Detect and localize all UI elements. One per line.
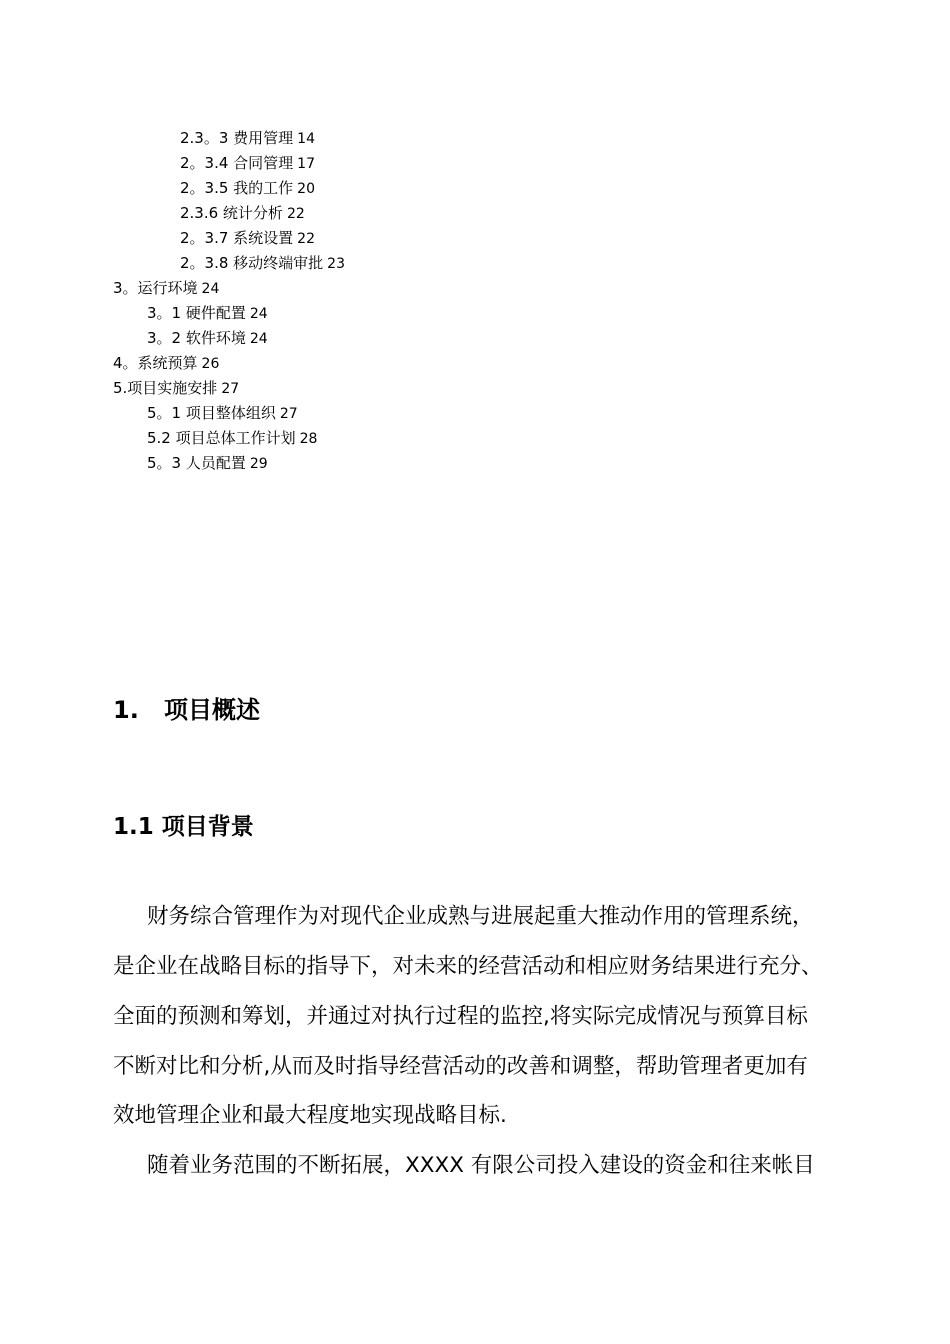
toc-entry-page: 22	[297, 231, 315, 247]
toc-entry-label: 5.2 项目总体工作计划	[147, 429, 296, 447]
toc-entry[interactable]	[180, 153, 315, 174]
toc-entry-label: 3。2 软件环境	[147, 329, 246, 347]
toc-entry-label: 5。3 人员配置	[147, 454, 246, 472]
paragraph-line: 是企业在战略目标的指导下，对未来的经营活动和相应财务结果进行充分、	[113, 954, 823, 979]
toc-entry-label: 3。1 硬件配置	[147, 304, 246, 322]
toc-entry[interactable]	[113, 353, 219, 374]
toc-entry-page: 24	[249, 306, 268, 322]
toc-entry[interactable]	[147, 403, 298, 424]
section-title: 项目概述	[164, 696, 260, 724]
toc-entry-page: 22	[286, 206, 305, 222]
section-number: 1.	[113, 696, 139, 724]
toc-entry-page: 28	[299, 431, 318, 447]
toc-entry[interactable]	[113, 378, 239, 399]
subsection-heading-1-1: 1.1 项目背景	[113, 814, 254, 840]
toc-entry[interactable]	[180, 128, 315, 149]
paragraph-line: 随着业务范围的不断拓展，XXXX 有限公司投入建设的资金和往来帐目	[147, 1153, 815, 1178]
toc-entry-page: 27	[279, 406, 298, 422]
toc-entry-label: 5。1 项目整体组织	[147, 404, 276, 422]
toc-entry[interactable]	[147, 303, 268, 324]
toc-entry-page: 24	[249, 331, 268, 347]
paragraph-line: 全面的预测和筹划，并通过对执行过程的监控,将实际完成情况与预算目标	[113, 1004, 808, 1029]
section-heading-1	[113, 690, 260, 725]
toc-entry[interactable]	[147, 328, 268, 349]
toc-entry-label: 2.3。3 费用管理	[180, 129, 294, 147]
toc-entry-page: 27	[221, 381, 240, 397]
toc-entry-label: 4。系统预算	[113, 354, 198, 372]
toc-entry-label: 2。3.8 移动终端审批	[180, 254, 324, 272]
toc-entry[interactable]	[147, 428, 317, 449]
toc-entry-label: 3。运行环境	[113, 279, 198, 297]
toc-entry-page: 29	[249, 456, 268, 472]
toc-entry[interactable]	[113, 278, 219, 299]
paragraph-line: 财务综合管理作为对现代企业成熟与进展起重大推动作用的管理系统，	[147, 904, 814, 929]
toc-entry-page: 26	[201, 356, 220, 372]
toc-entry-label: 2。3.7 系统设置	[180, 229, 294, 247]
toc-entry[interactable]	[180, 253, 345, 274]
toc-entry-label: 2.3.6 统计分析	[180, 204, 283, 222]
toc-entry-page: 14	[297, 131, 315, 147]
toc-entry-page: 20	[297, 181, 315, 197]
paragraph-line: 效地管理企业和最大程度地实现战略目标.	[113, 1103, 507, 1128]
toc-entry-page: 24	[201, 281, 220, 297]
toc-entry[interactable]	[180, 178, 315, 199]
toc-entry[interactable]	[180, 228, 315, 249]
toc-entry-label: 5.项目实施安排	[113, 379, 218, 397]
toc-entry[interactable]	[180, 203, 305, 224]
toc-entry-label: 2。3.5 我的工作	[180, 179, 294, 197]
toc-entry-label: 2。3.4 合同管理	[180, 154, 294, 172]
toc-entry[interactable]	[147, 453, 268, 474]
paragraph-line: 不断对比和分析,从而及时指导经营活动的改善和调整，帮助管理者更加有	[113, 1054, 808, 1079]
toc-entry-page: 17	[297, 156, 315, 172]
toc-entry-page: 23	[327, 256, 345, 272]
